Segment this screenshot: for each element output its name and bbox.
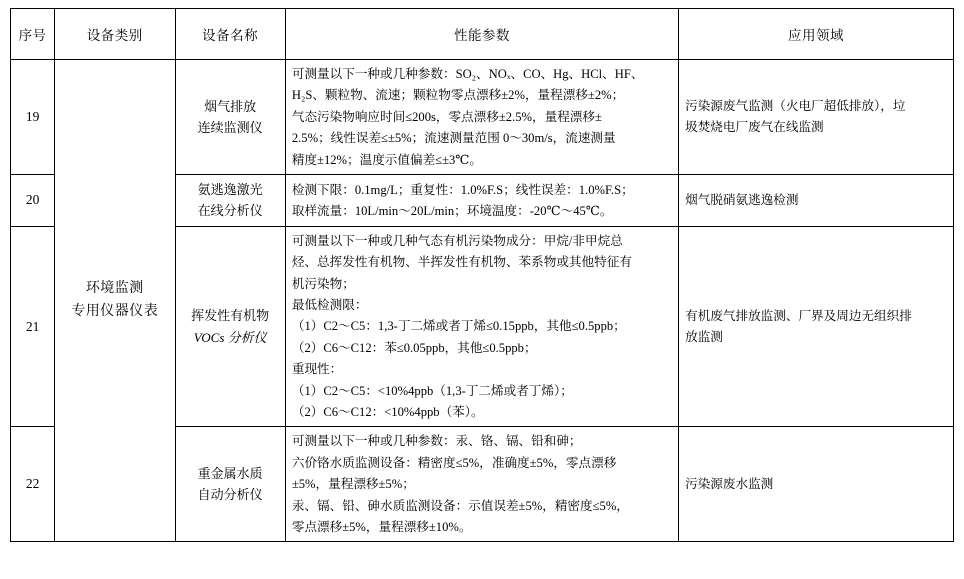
cell-no: 21 [11,226,55,427]
cell-no: 20 [11,174,55,226]
cell-params [285,226,678,427]
category-label-line2: 专用仪器仪表 [71,303,159,319]
cell-params [285,174,678,226]
param-line: 气态污染物响应时间≤200s，零点漂移±2.5%，量程漂移± [291,109,602,124]
equipment-name-line2: 连续监测仪 [197,119,263,135]
table-header-row [11,9,954,60]
param-line: （1）C2～C5：1,3-丁二烯或者丁烯≤0.15ppb，其他≤0.5ppb； [291,319,626,334]
cell-params [285,60,678,175]
application-line: 污染源废水监测 [685,477,774,492]
category-label-line1: 环境监测 [85,281,144,297]
param-line: H₂S、颗粒物、流速；颗粒物零点漂移±2%，量程漂移±2%； [291,88,625,103]
param-line: 取样流量：10L/min～20L/min；环境温度：-20℃～45℃。 [291,203,613,218]
param-line: 可测量以下一种或几种气态有机污染物成分：甲烷/非甲烷总 [291,233,623,248]
cell-name [175,427,285,542]
application-line: 圾焚烧电厂废气在线监测 [685,120,824,135]
equipment-name-line1: 挥发性有机物 [191,308,270,324]
equipment-name-line1: 氨逃逸激光 [197,181,263,197]
cell-no: 22 [11,427,55,542]
cell-name [175,60,285,175]
param-line: 重现性： [291,362,343,377]
cell-application [679,226,954,427]
cell-name [175,226,285,427]
param-line: 可测量以下一种或几种参数：汞、铬、镉、铅和砷； [291,434,582,449]
param-line: 六价铬水质监测设备：精密度≤5%，准确度±5%，零点漂移 [291,455,617,470]
equipment-name-line2: 在线分析仪 [197,203,263,219]
column-header-params: 性能参数 [285,9,678,60]
param-line: 精度±12%；温度示值偏差≤±3℃。 [291,152,482,167]
equipment-name-line1: 重金属水质 [197,465,263,481]
param-line: 烃、总挥发性有机物、半挥发性有机物、苯系物或其他特征有 [291,255,632,270]
param-line: 可测量以下一种或几种参数：SO₂、NOₓ、CO、Hg、HCl、HF、 [291,67,644,81]
column-header-category: 设备类别 [55,9,175,60]
equipment-name-line2: 自动分析仪 [197,487,263,503]
application-line: 放监测 [685,330,723,345]
cell-application [679,174,954,226]
cell-category-group [55,60,175,542]
application-line: 有机废气排放监测、厂界及周边无组织排 [685,308,912,323]
equipment-spec-table [10,8,954,542]
table-header [11,9,954,60]
application-line: 污染源废气监测（火电厂超低排放），垃 [685,99,906,114]
cell-application [679,427,954,542]
cell-params [285,427,678,542]
table-row [11,60,954,175]
table-body [11,60,954,542]
param-line: ±5%，量程漂移±5%； [291,477,415,492]
cell-name [175,174,285,226]
equipment-name-line2: VOCs 分析仪 [193,329,267,345]
param-line: （2）C6～C12：<10%4ppb（苯）。 [291,404,484,419]
column-header-application: 应用领域 [679,9,954,60]
param-line: 2.5%；线性误差≤±5%；流速测量范围 0～30m/s，流速测量 [291,131,616,146]
param-line: 零点漂移±5%，量程漂移±10%。 [291,519,472,534]
param-line: 机污染物； [291,276,355,291]
column-header-name: 设备名称 [175,9,285,60]
cell-no: 19 [11,60,55,175]
column-header-no: 序号 [11,9,55,60]
param-line: 最低检测限： [291,298,368,312]
application-line: 烟气脱硝氨逃逸检测 [685,193,799,208]
equipment-name-line1: 烟气排放 [204,98,257,114]
param-line: 检测下限：0.1mg/L；重复性：1.0%F.S；线性误差：1.0%F.S； [291,182,634,197]
param-line: （2）C6～C12：苯≤0.05ppb，其他≤0.5ppb； [291,340,537,355]
cell-application [679,60,954,175]
param-line: 汞、镉、铅、砷水质监测设备：示值误差±5%，精密度≤5%， [291,498,629,513]
param-line: （1）C2～C5：<10%4ppb（1,3-丁二烯或者丁烯）； [291,383,573,398]
